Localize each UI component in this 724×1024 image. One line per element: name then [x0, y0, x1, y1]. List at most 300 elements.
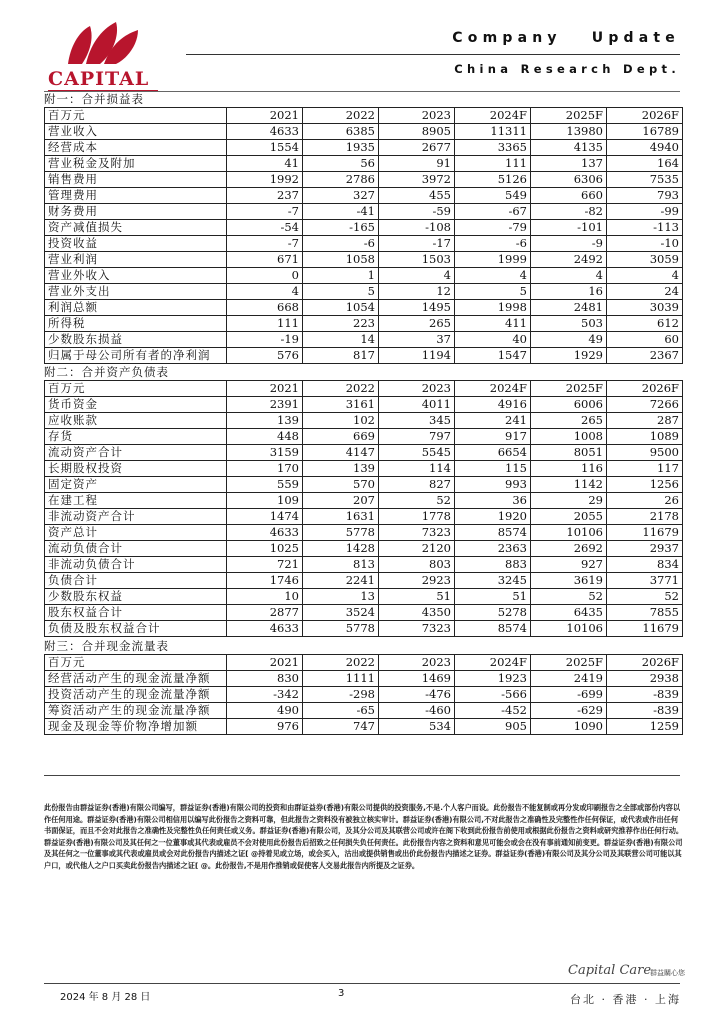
- value-cell: 1923: [455, 671, 531, 687]
- value-cell: 14: [303, 332, 379, 348]
- row-label: 投资收益: [45, 236, 227, 252]
- value-cell: 91: [379, 156, 455, 172]
- value-cell: 905: [455, 719, 531, 735]
- value-cell: 549: [455, 188, 531, 204]
- value-cell: 11311: [455, 124, 531, 140]
- row-label: 营业外收入: [45, 268, 227, 284]
- row-label: 现金及现金等价物净增加额: [45, 719, 227, 735]
- value-cell: 6435: [531, 605, 607, 621]
- value-cell: 1: [303, 268, 379, 284]
- value-cell: 976: [227, 719, 303, 735]
- row-label: 固定资产: [45, 477, 227, 493]
- value-cell: 3972: [379, 172, 455, 188]
- value-cell: 668: [227, 300, 303, 316]
- value-cell: 7266: [607, 397, 683, 413]
- table-row: [45, 671, 683, 687]
- year-header: 2023: [379, 108, 455, 124]
- row-label: 营业税金及附加: [45, 156, 227, 172]
- value-cell: 534: [379, 719, 455, 735]
- value-cell: 1090: [531, 719, 607, 735]
- value-cell: 5278: [455, 605, 531, 621]
- value-cell: 3161: [303, 397, 379, 413]
- value-cell: 117: [607, 461, 683, 477]
- value-cell: 4011: [379, 397, 455, 413]
- value-cell: -6: [455, 236, 531, 252]
- company-logo: [44, 18, 164, 88]
- table-row: [45, 188, 683, 204]
- value-cell: 4350: [379, 605, 455, 621]
- eagle-logo-icon: [60, 18, 144, 68]
- value-cell: 2367: [607, 348, 683, 364]
- row-label: 资产总计: [45, 525, 227, 541]
- value-cell: -452: [455, 703, 531, 719]
- value-cell: 345: [379, 413, 455, 429]
- report-type-title: [452, 30, 680, 46]
- value-cell: 2938: [607, 671, 683, 687]
- year-header: 2025F: [531, 655, 607, 671]
- table-row: [45, 557, 683, 573]
- value-cell: 503: [531, 316, 607, 332]
- value-cell: 834: [607, 557, 683, 573]
- value-cell: 1631: [303, 509, 379, 525]
- value-cell: 115: [455, 461, 531, 477]
- value-cell: -476: [379, 687, 455, 703]
- value-cell: 2492: [531, 252, 607, 268]
- value-cell: 0: [227, 268, 303, 284]
- brand-slogan-cn: 群益關心您: [650, 969, 685, 977]
- table-row: [45, 589, 683, 605]
- value-cell: 1778: [379, 509, 455, 525]
- value-cell: 2923: [379, 573, 455, 589]
- value-cell: 721: [227, 557, 303, 573]
- footer-divider: [44, 775, 680, 776]
- office-cities: 台北 · 香港 · 上海: [570, 993, 681, 1006]
- value-cell: 1058: [303, 252, 379, 268]
- table-row: [45, 300, 683, 316]
- balance-sheet-caption: 附二：合并资产负债表: [44, 365, 169, 379]
- value-cell: 1194: [379, 348, 455, 364]
- value-cell: -7: [227, 204, 303, 220]
- value-cell: 455: [379, 188, 455, 204]
- value-cell: 3771: [607, 573, 683, 589]
- value-cell: 411: [455, 316, 531, 332]
- value-cell: 139: [227, 413, 303, 429]
- value-cell: 1054: [303, 300, 379, 316]
- value-cell: 3365: [455, 140, 531, 156]
- table-row: [45, 348, 683, 364]
- value-cell: -839: [607, 687, 683, 703]
- year-header: 2026F: [607, 108, 683, 124]
- value-cell: 1111: [303, 671, 379, 687]
- table-header-row: [45, 381, 683, 397]
- value-cell: 5778: [303, 621, 379, 637]
- value-cell: -10: [607, 236, 683, 252]
- value-cell: -839: [607, 703, 683, 719]
- value-cell: 3159: [227, 445, 303, 461]
- year-header: 2026F: [607, 655, 683, 671]
- row-label: 股东权益合计: [45, 605, 227, 621]
- value-cell: 327: [303, 188, 379, 204]
- value-cell: 3245: [455, 573, 531, 589]
- cash-flow-table: [44, 654, 683, 735]
- value-cell: -6: [303, 236, 379, 252]
- value-cell: 490: [227, 703, 303, 719]
- row-label: 货币资金: [45, 397, 227, 413]
- balance-sheet-table: [44, 380, 683, 637]
- value-cell: 52: [607, 589, 683, 605]
- table-row: [45, 621, 683, 637]
- value-cell: 4: [531, 268, 607, 284]
- value-cell: -629: [531, 703, 607, 719]
- value-cell: 4916: [455, 397, 531, 413]
- value-cell: 8051: [531, 445, 607, 461]
- value-cell: 2786: [303, 172, 379, 188]
- table-row: [45, 156, 683, 172]
- value-cell: 6385: [303, 124, 379, 140]
- row-label: 应收账款: [45, 413, 227, 429]
- year-header: 2021: [227, 655, 303, 671]
- row-label: 存货: [45, 429, 227, 445]
- value-cell: 109: [227, 493, 303, 509]
- row-label: 所得税: [45, 316, 227, 332]
- value-cell: 7535: [607, 172, 683, 188]
- table-row: [45, 687, 683, 703]
- value-cell: 1746: [227, 573, 303, 589]
- value-cell: 1469: [379, 671, 455, 687]
- value-cell: 13980: [531, 124, 607, 140]
- unit-label: 百万元: [45, 108, 227, 124]
- value-cell: -17: [379, 236, 455, 252]
- value-cell: 559: [227, 477, 303, 493]
- table-row: [45, 252, 683, 268]
- brand-slogan: Capital Care: [568, 963, 652, 978]
- row-label: 非流动资产合计: [45, 509, 227, 525]
- value-cell: 9500: [607, 445, 683, 461]
- table-row: [45, 284, 683, 300]
- value-cell: 10106: [531, 621, 607, 637]
- table-row: [45, 525, 683, 541]
- year-header: 2023: [379, 381, 455, 397]
- row-label: 营业利润: [45, 252, 227, 268]
- value-cell: 237: [227, 188, 303, 204]
- value-cell: -9: [531, 236, 607, 252]
- table-row: [45, 332, 683, 348]
- value-cell: 139: [303, 461, 379, 477]
- value-cell: 1428: [303, 541, 379, 557]
- value-cell: 1920: [455, 509, 531, 525]
- value-cell: 4: [379, 268, 455, 284]
- value-cell: 36: [455, 493, 531, 509]
- value-cell: 16789: [607, 124, 683, 140]
- value-cell: 448: [227, 429, 303, 445]
- table-row: [45, 719, 683, 735]
- value-cell: 10: [227, 589, 303, 605]
- table-row: [45, 124, 683, 140]
- balance-sheet-section: [44, 365, 682, 637]
- value-cell: 4: [607, 268, 683, 284]
- year-header: 2022: [303, 655, 379, 671]
- income-statement-caption: 附一：合并损益表: [44, 92, 144, 106]
- value-cell: 5126: [455, 172, 531, 188]
- value-cell: 1256: [607, 477, 683, 493]
- row-label: 经营活动产生的现金流量净额: [45, 671, 227, 687]
- table-row: [45, 541, 683, 557]
- table-row: [45, 220, 683, 236]
- value-cell: -165: [303, 220, 379, 236]
- value-cell: 1089: [607, 429, 683, 445]
- value-cell: -460: [379, 703, 455, 719]
- value-cell: -67: [455, 204, 531, 220]
- value-cell: 2692: [531, 541, 607, 557]
- row-label: 经营成本: [45, 140, 227, 156]
- value-cell: 11679: [607, 621, 683, 637]
- row-label: 利润总额: [45, 300, 227, 316]
- value-cell: 3619: [531, 573, 607, 589]
- value-cell: 2877: [227, 605, 303, 621]
- title-word-company: Company: [452, 30, 562, 46]
- row-label: 长期股权投资: [45, 461, 227, 477]
- row-label: 流动负债合计: [45, 541, 227, 557]
- value-cell: 24: [607, 284, 683, 300]
- value-cell: 102: [303, 413, 379, 429]
- value-cell: -101: [531, 220, 607, 236]
- value-cell: -65: [303, 703, 379, 719]
- value-cell: 26: [607, 493, 683, 509]
- value-cell: 6306: [531, 172, 607, 188]
- value-cell: 7855: [607, 605, 683, 621]
- table-row: [45, 477, 683, 493]
- income-statement-table: [44, 107, 683, 364]
- year-header: 2021: [227, 381, 303, 397]
- unit-label: 百万元: [45, 655, 227, 671]
- value-cell: 4633: [227, 621, 303, 637]
- value-cell: 4: [227, 284, 303, 300]
- table-row: [45, 316, 683, 332]
- value-cell: 10106: [531, 525, 607, 541]
- row-label: 负债合计: [45, 573, 227, 589]
- row-label: 少数股东权益: [45, 589, 227, 605]
- value-cell: 813: [303, 557, 379, 573]
- table-row: [45, 493, 683, 509]
- value-cell: 6654: [455, 445, 531, 461]
- value-cell: 1008: [531, 429, 607, 445]
- value-cell: 2419: [531, 671, 607, 687]
- value-cell: 3524: [303, 605, 379, 621]
- value-cell: 56: [303, 156, 379, 172]
- value-cell: -59: [379, 204, 455, 220]
- value-cell: 114: [379, 461, 455, 477]
- value-cell: 241: [455, 413, 531, 429]
- row-label: 归属于母公司所有者的净利润: [45, 348, 227, 364]
- value-cell: 287: [607, 413, 683, 429]
- value-cell: 1998: [455, 300, 531, 316]
- value-cell: 747: [303, 719, 379, 735]
- value-cell: 223: [303, 316, 379, 332]
- value-cell: 116: [531, 461, 607, 477]
- value-cell: 1929: [531, 348, 607, 364]
- value-cell: 1142: [531, 477, 607, 493]
- value-cell: 111: [455, 156, 531, 172]
- row-label: 负债及股东权益合计: [45, 621, 227, 637]
- value-cell: 803: [379, 557, 455, 573]
- value-cell: 8574: [455, 525, 531, 541]
- table-row: [45, 605, 683, 621]
- row-label: 营业外支出: [45, 284, 227, 300]
- value-cell: -41: [303, 204, 379, 220]
- value-cell: 8905: [379, 124, 455, 140]
- value-cell: 993: [455, 477, 531, 493]
- value-cell: 2937: [607, 541, 683, 557]
- table-row: [45, 204, 683, 220]
- year-header: 2024F: [455, 655, 531, 671]
- value-cell: 4: [455, 268, 531, 284]
- value-cell: 660: [531, 188, 607, 204]
- value-cell: 16: [531, 284, 607, 300]
- value-cell: 3059: [607, 252, 683, 268]
- value-cell: 917: [455, 429, 531, 445]
- value-cell: -79: [455, 220, 531, 236]
- value-cell: 207: [303, 493, 379, 509]
- department-subtitle: China Research Dept.: [454, 62, 680, 76]
- value-cell: 2363: [455, 541, 531, 557]
- year-header: 2023: [379, 655, 455, 671]
- year-header: 2022: [303, 381, 379, 397]
- row-label: 营业收入: [45, 124, 227, 140]
- value-cell: 40: [455, 332, 531, 348]
- value-cell: 265: [379, 316, 455, 332]
- value-cell: 13: [303, 589, 379, 605]
- row-label: 财务费用: [45, 204, 227, 220]
- year-header: 2025F: [531, 381, 607, 397]
- value-cell: 7323: [379, 525, 455, 541]
- page-number: 3: [338, 988, 345, 999]
- income-statement-section: [44, 92, 682, 364]
- year-header: 2022: [303, 108, 379, 124]
- value-cell: 1474: [227, 509, 303, 525]
- table-row: [45, 413, 683, 429]
- value-cell: 5778: [303, 525, 379, 541]
- value-cell: -108: [379, 220, 455, 236]
- row-label: 销售费用: [45, 172, 227, 188]
- row-label: 筹资活动产生的现金流量净额: [45, 703, 227, 719]
- value-cell: 2120: [379, 541, 455, 557]
- row-label: 管理费用: [45, 188, 227, 204]
- value-cell: 41: [227, 156, 303, 172]
- report-date: 2024 年 8 月 28 日: [60, 992, 151, 1003]
- value-cell: 137: [531, 156, 607, 172]
- legal-disclaimer: 此份报告由群益证券(香港)有限公司编写，群益证券(香港)有限公司的投资和由群证益券(香港)有限公司提供的投资服务,不是.个人客户而设。此份报告不能复制或再分发或印刷报告之全部或部份内容以作任何用途。群益证券(香港)有限公司相信用以编写此份报告之资料可靠，但此报告之资料没有被独立核实审计。群益证券(香港)有限公司,不对此报告之准确性及完整性作任何保证，或代表或作出任何书面保证，而且不会对此报告之准确性及完整性负任何责任或义务。群益证券(香港)有限公司，及其分公司及其联营公司或许在阁下收到此份报告前使用或根据此份报告之资料或研究推荐作出任何行动。群益证券(香港)有限公司及其任何之一位董事或其代表或雇员不会对使用此份报告后招致之任何损失负任何责任。此份报告内容之资料和意见可能会或会在没有事前通知前变更。群益证券(香港)有限公司及其任何之一位董事或其代表或雇员或会对此份报告内描述之证[ @持着见或立场，或会买入，沽出或提供销售或出价此份报告内描述之证券。群益证券(香港)有限公司及其分公司及其联营公司可能以其户口，或代他人之户口买卖此份报告内描述之证[ @。此份报告,不是用作推销或促使客人交易此报告内所提及之证券。: [44, 803, 684, 870]
- value-cell: 1503: [379, 252, 455, 268]
- value-cell: 2677: [379, 140, 455, 156]
- value-cell: 797: [379, 429, 455, 445]
- row-label: 非流动负债合计: [45, 557, 227, 573]
- value-cell: 52: [379, 493, 455, 509]
- value-cell: 883: [455, 557, 531, 573]
- value-cell: 12: [379, 284, 455, 300]
- table-row: [45, 445, 683, 461]
- value-cell: 2391: [227, 397, 303, 413]
- table-row: [45, 703, 683, 719]
- table-header-row: [45, 108, 683, 124]
- value-cell: 37: [379, 332, 455, 348]
- value-cell: 4633: [227, 525, 303, 541]
- table-row: [45, 236, 683, 252]
- value-cell: 164: [607, 156, 683, 172]
- value-cell: 1992: [227, 172, 303, 188]
- value-cell: -342: [227, 687, 303, 703]
- table-row: [45, 172, 683, 188]
- value-cell: 52: [531, 589, 607, 605]
- value-cell: 265: [531, 413, 607, 429]
- value-cell: -99: [607, 204, 683, 220]
- value-cell: -19: [227, 332, 303, 348]
- cash-flow-section: [44, 639, 682, 735]
- value-cell: 4633: [227, 124, 303, 140]
- year-header: 2021: [227, 108, 303, 124]
- value-cell: 5: [455, 284, 531, 300]
- value-cell: 1259: [607, 719, 683, 735]
- table-row: [45, 461, 683, 477]
- value-cell: 4147: [303, 445, 379, 461]
- value-cell: 29: [531, 493, 607, 509]
- value-cell: 830: [227, 671, 303, 687]
- value-cell: 6006: [531, 397, 607, 413]
- value-cell: -298: [303, 687, 379, 703]
- row-label: 在建工程: [45, 493, 227, 509]
- value-cell: 51: [379, 589, 455, 605]
- value-cell: 11679: [607, 525, 683, 541]
- value-cell: 8574: [455, 621, 531, 637]
- value-cell: 1025: [227, 541, 303, 557]
- value-cell: 612: [607, 316, 683, 332]
- value-cell: 827: [379, 477, 455, 493]
- value-cell: -566: [455, 687, 531, 703]
- value-cell: 2178: [607, 509, 683, 525]
- row-label: 流动资产合计: [45, 445, 227, 461]
- table-row: [45, 140, 683, 156]
- logo-wordmark: CAPITAL: [48, 68, 150, 90]
- value-cell: 576: [227, 348, 303, 364]
- value-cell: 2481: [531, 300, 607, 316]
- value-cell: 51: [455, 589, 531, 605]
- row-label: 少数股东损益: [45, 332, 227, 348]
- value-cell: 111: [227, 316, 303, 332]
- value-cell: 671: [227, 252, 303, 268]
- value-cell: 793: [607, 188, 683, 204]
- bottom-divider: [44, 983, 680, 984]
- value-cell: 1935: [303, 140, 379, 156]
- value-cell: 4940: [607, 140, 683, 156]
- value-cell: 5545: [379, 445, 455, 461]
- value-cell: -699: [531, 687, 607, 703]
- value-cell: -7: [227, 236, 303, 252]
- value-cell: 7323: [379, 621, 455, 637]
- value-cell: 1547: [455, 348, 531, 364]
- unit-label: 百万元: [45, 381, 227, 397]
- value-cell: 1495: [379, 300, 455, 316]
- value-cell: 2241: [303, 573, 379, 589]
- value-cell: -113: [607, 220, 683, 236]
- table-row: [45, 397, 683, 413]
- value-cell: -54: [227, 220, 303, 236]
- title-word-update: Update: [591, 30, 680, 46]
- value-cell: 4135: [531, 140, 607, 156]
- value-cell: -82: [531, 204, 607, 220]
- value-cell: 1554: [227, 140, 303, 156]
- value-cell: 2055: [531, 509, 607, 525]
- value-cell: 927: [531, 557, 607, 573]
- value-cell: 669: [303, 429, 379, 445]
